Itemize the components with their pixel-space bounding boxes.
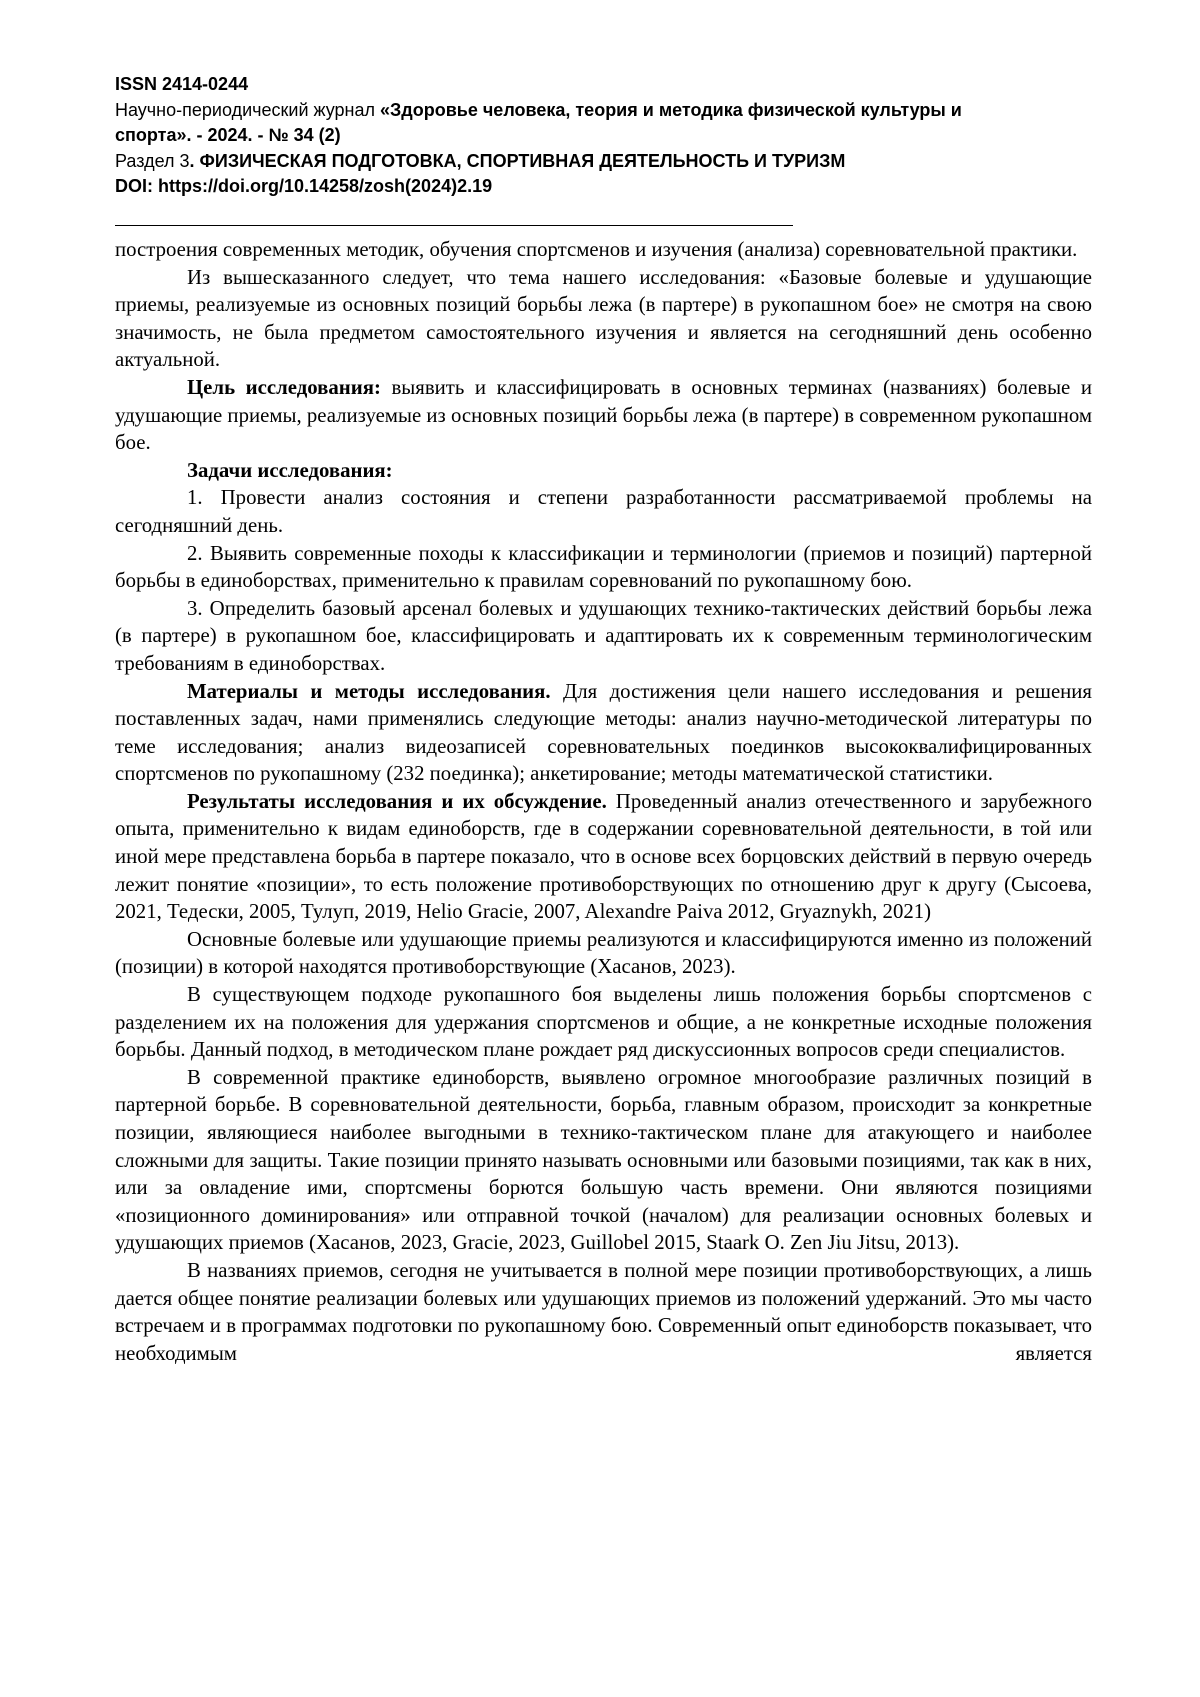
paragraph-positions: Основные болевые или удушающие приемы реализуются и классифицируются именно из положений (позиции) в которой находятся противоборствующие (Хасанов, 2023). (115, 927, 1092, 979)
section-title: . ФИЗИЧЕСКАЯ ПОДГОТОВКА, СПОРТИВНАЯ ДЕЯТЕЛЬНОСТЬ И ТУРИЗМ (189, 150, 846, 171)
paragraph-approach: В существующем подходе рукопашного боя выделены лишь положения борьбы спортсменов с разделением их на положения для удержания спортсменов и общие, а не конкретные исходные положения борьбы. Данный подход, в методическом плане рождает ряд дискуссионных вопросов среди специалистов. (115, 983, 1092, 1062)
tasks-label: Задачи исследования: (187, 458, 393, 482)
paragraph-results (115, 788, 1092, 926)
paragraph-names: В названиях приемов, сегодня не учитывается в полной мере позиции противоборствующих, а лишь дается общее понятие реализации болевых или удушающих приемов из положений удержаний. Это мы часто встречаем и в программах подготовки по рукопашному бою. Современный опыт единоборств показывает, что необходимым является (115, 1258, 1092, 1365)
methods-text: Для достижения цели нашего исследования и решения поставленных задач, нами применялись следующие методы: анализ научно-методической литературы по теме исследования; анализ видеозаписей соревновательных поединков высококвалифицированных спортсменов по рукопашному (232 поединка); анкетирование; методы математической статистики. (115, 679, 1092, 786)
issn: ISSN 2414-0244 (115, 74, 249, 94)
journal-prefix: Научно-периодический журнал (115, 99, 381, 120)
paragraph-practice: В современной практике единоборств, выявлено огромное многообразие различных позиций в партерной борьбе. В соревновательной деятельности, борьба, главным образом, происходит за конкретные позиции, являющиеся наиболее выгодными в технико-тактическом плане для атакующего и наиболее сложными для защиты. Такие позиции принято называть основными или базовыми позициями, так как в них, или за овладение ими, спортсмены борются большую часть времени. Они являются позициями «позиционного доминирования» или отправной точкой (началом) для реализации основных болевых и удушающих приемов (Хасанов, 2023, Gracie, 2023, Guillobel 2015, Staark O. Zen Jiu Jitsu, 2013). (115, 1065, 1092, 1255)
article-body (115, 236, 1092, 1367)
tasks-heading (115, 457, 1092, 485)
task-1: 1. Провести анализ состояния и степени разработанности рассматриваемой проблемы на сегодняшний день. (115, 486, 1092, 537)
journal-title-line2: спорта». - 2024. - № 34 (2) (115, 125, 341, 145)
goal-label: Цель исследования: (187, 375, 381, 399)
paragraph-methods (115, 678, 1092, 788)
paragraph-continuation: построения современных методик, обучения спортсменов и изучения (анализа) соревновательной практики. (115, 238, 1078, 261)
journal-header (115, 72, 1095, 200)
paragraph-topic: Из вышесказанного следует, что тема нашего исследования: «Базовые болевые и удушающие приемы, реализуемые из основных позиций борьбы лежа (в партере) в рукопашном бое» не смотря на свою значимость, не была предметом самостоятельного изучения и является на сегодняшний день особенно актуальной. (115, 265, 1092, 372)
paragraph-goal (115, 374, 1092, 457)
header-divider (115, 225, 793, 226)
methods-label: Материалы и методы исследования. (187, 679, 551, 703)
journal-title-line1: «Здоровье человека, теория и методика физической культуры и (380, 99, 962, 120)
results-text: Проведенный анализ отечественного и зарубежного опыта, применительно к видам единоборств, где в содержании соревновательной деятельности, в той или иной мере представлена борьба в партере показало, что в основе всех борцовских действий в первую очередь лежит понятие «позиции», то есть положение противоборствующих по отношению друг к другу (Сысоева, 2021, Тедески, 2005, Тулуп, 2019, Helio Gracie, 2007, Alexandre Paiva 2012, Gryaznykh, 2021) (115, 789, 1092, 924)
goal-text: выявить и классифицировать в основных терминах (названиях) болевые и удушающие приемы, реализуемые из основных позиций борьбы лежа (в партере) в современном рукопашном бое. (115, 375, 1092, 455)
task-2: 2. Выявить современные походы к классификации и терминологии (приемов и позиций) партерной борьбы в единоборствах, применительно к правилам соревнований по рукопашному бою. (115, 541, 1092, 593)
results-label: Результаты исследования и их обсуждение. (187, 789, 607, 813)
doi: DOI: https://doi.org/10.14258/zosh(2024)2.19 (115, 176, 493, 196)
section-prefix: Раздел 3 (115, 150, 190, 171)
task-3: 3. Определить базовый арсенал болевых и удушающих технико-тактических действий борьбы лежа (в партере) в рукопашном бое, классифицировать и адаптировать их к современным терминологическим требованиям в единоборствах. (115, 596, 1092, 675)
